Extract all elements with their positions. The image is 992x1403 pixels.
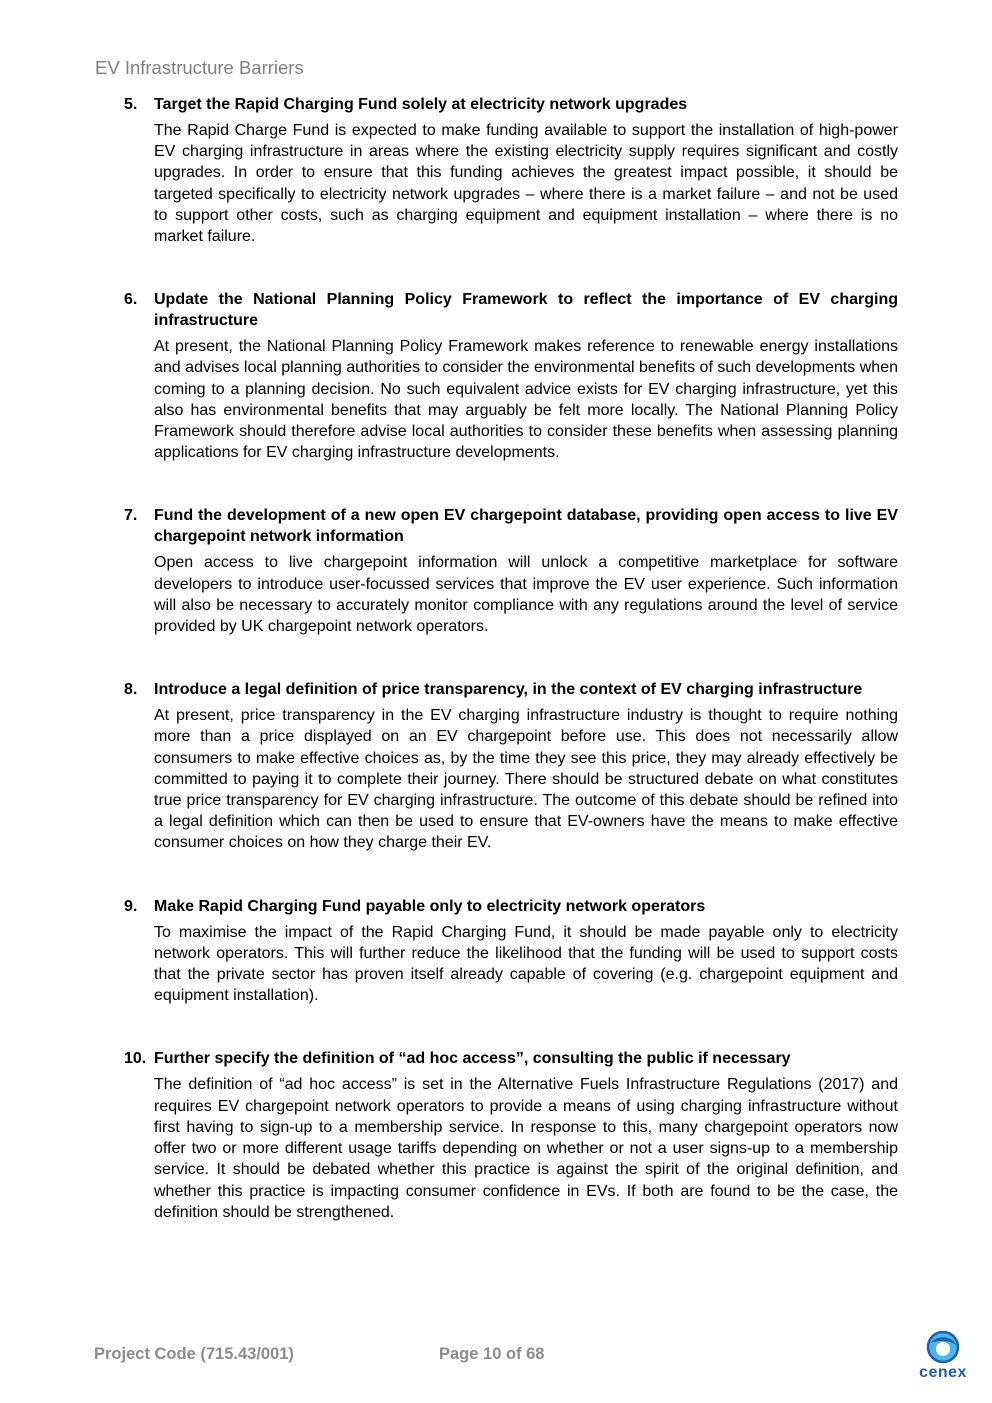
recommendation-number: 6. (124, 291, 138, 309)
recommendation-body: At present, price transparency in the EV charging infrastructure industry is thought to require nothing more than a price displayed on an EV chargepoint before use. This does not necessarily allow consumers to make effective choices as, by the time they see this price, they may already effectively be committed to paying it to complete their journey. There should be structured debate on what constitutes true price transparency for EV charging infrastructure. The outcome of this debate should be refined into a legal definition which can then be used to ensure that EV-owners have the means to make effective consumer choices on how they charge their EV. (154, 707, 898, 852)
cenex-swirl-icon (912, 1331, 974, 1365)
recommendation-title: Further specify the definition of “ad hoc access”, consulting the public if necessary (154, 1050, 791, 1068)
recommendation-item (124, 505, 898, 637)
running-header: EV Infrastructure Barriers (95, 57, 304, 78)
recommendation-body: The definition of “ad hoc access” is set in the Alternative Fuels Infrastructure Regulations (2017) and requires EV chargepoint network operators to provide a means of using charging infrastructure without first having to sign-up to a membership service. In response to this, many chargepoint operators now offer two or more different usage tariffs depending on whether or not a user signs-up to a membership service. It should be debated whether this practice is against the spirit of the original definition, and whether this practice is impacting consumer confidence in EVs. If both are found to be the case, the definition should be strengthened. (154, 1076, 898, 1221)
footer-page-number: Page 10 of 68 (439, 1345, 545, 1363)
recommendation-body: The Rapid Charge Fund is expected to make funding available to support the installation of high-power EV charging infrastructure in areas where the existing electricity supply requires significant and costly upgrades. In order to ensure that this funding achieves the greatest impact possible, it should be targeted specifically to electricity network upgrades – where there is a market failure – and not be used to support other costs, such as charging equipment and equipment installation – where there is no market failure. (154, 122, 898, 246)
recommendation-item (124, 289, 898, 463)
recommendation-number: 7. (124, 507, 138, 525)
recommendation-body: Open access to live chargepoint information will unlock a competitive marketplace for software developers to introduce user-focussed services that improve the EV user experience. Such information will also be necessary to accurately monitor compliance with any regulations around the level of service provided by UK chargepoint network operators. (154, 554, 898, 636)
recommendations-list (124, 94, 898, 1223)
recommendation-item (124, 679, 898, 853)
recommendation-item (124, 94, 898, 247)
recommendation-title: Update the National Planning Policy Framework to reflect the importance of EV charging infrastructure (154, 291, 898, 330)
recommendation-number: 9. (124, 897, 138, 915)
recommendation-number: 5. (124, 96, 138, 113)
recommendation-number: 10. (124, 1050, 147, 1068)
footer-project-code: Project Code (715.43/001) (94, 1345, 294, 1363)
recommendation-number: 8. (124, 681, 138, 699)
recommendation-title: Make Rapid Charging Fund payable only to electricity network operators (154, 897, 706, 915)
cenex-logo (912, 1331, 974, 1383)
recommendation-item (124, 896, 898, 1007)
logo-wordmark: cenex (919, 1364, 967, 1381)
recommendation-title: Fund the development of a new open EV chargepoint database, providing open access to live EV chargepoint network information (154, 507, 898, 546)
recommendation-body: To maximise the impact of the Rapid Charging Fund, it should be made payable only to electricity network operators. This will further reduce the likelihood that the funding will be used to support costs that the private sector has proven itself already capable of covering (e.g. chargepoint equipment and equipment installation). (154, 923, 898, 1005)
recommendation-title: Introduce a legal definition of price transparency, in the context of EV charging infrastructure (154, 681, 863, 699)
recommendation-title: Target the Rapid Charging Fund solely at electricity network upgrades (154, 96, 688, 113)
recommendation-body: At present, the National Planning Policy Framework makes reference to renewable energy installations and advises local planning authorities to consider the environmental benefits of such developments when coming to a planning decision. No such equivalent advice exists for EV charging infrastructure, yet this also has environmental benefits that may arguably be felt more locally. The National Planning Policy Framework should therefore advise local authorities to consider these benefits when assessing planning applications for EV charging infrastructure developments. (154, 338, 898, 462)
recommendation-item (124, 1048, 898, 1222)
